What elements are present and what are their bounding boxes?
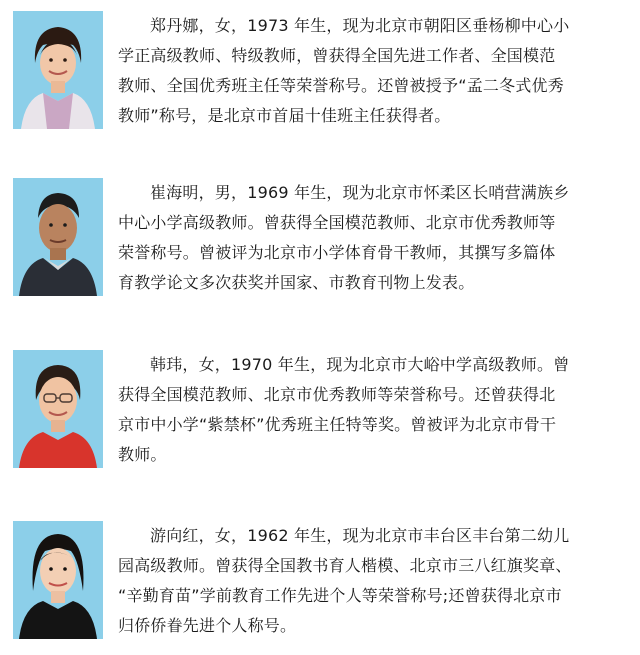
bio-line: 中心小学高级教师。曾获得全国模范教师、北京市优秀教师等: [118, 213, 556, 232]
bio-line: 崔海明，男，1969 年生，现为北京市怀柔区长哨营满族乡: [150, 183, 570, 202]
bio-line: 郑丹娜，女，1973 年生，现为北京市朝阳区垂杨柳中心小: [150, 16, 570, 35]
portrait-photo: [13, 11, 103, 129]
bio-line: 京市中小学“紫禁杯”优秀班主任特等奖。曾被评为北京市骨干: [118, 415, 557, 434]
bio-line: 园高级教师。曾获得全国教书育人楷模、北京市三八红旗奖章、: [118, 556, 572, 575]
bio-text: [118, 350, 636, 470]
bio-line: 教师、全国优秀班主任等荣誉称号。还曾被授予“孟二冬式优秀: [118, 76, 564, 95]
bio-text: [118, 11, 636, 131]
portrait-photo: [13, 178, 103, 296]
bio-line: 教师”称号，是北京市首届十佳班主任获得者。: [118, 106, 451, 125]
bio-line: 归侨侨眷先进个人称号。: [118, 616, 297, 635]
bio-line: “辛勤育苗”学前教育工作先进个人等荣誉称号;还曾获得北京市: [118, 586, 562, 605]
bio-line: 学正高级教师、特级教师，曾获得全国先进工作者、全国模范: [118, 46, 556, 65]
bio-text: [118, 178, 636, 298]
bio-line: 教师。: [118, 445, 167, 464]
portrait-image: [13, 350, 103, 468]
bio-line: 荣誉称号。曾被评为北京市小学体育骨干教师，其撰写多篇体: [118, 243, 556, 262]
bio-line: 获得全国模范教师、北京市优秀教师等荣誉称号。还曾获得北: [118, 385, 556, 404]
portrait-image: [13, 11, 103, 129]
bio-line: 游向红，女，1962 年生，现为北京市丰台区丰台第二幼儿: [150, 526, 570, 545]
bio-line: 育教学论文多次获奖并国家、市教育刊物上发表。: [118, 273, 475, 292]
portrait-photo: [13, 350, 103, 468]
portrait-image: [13, 521, 103, 639]
bio-line: 韩玮，女，1970 年生，现为北京市大峪中学高级教师。曾: [150, 355, 570, 374]
bio-text: [118, 521, 636, 641]
portrait-photo: [13, 521, 103, 639]
portrait-image: [13, 178, 103, 296]
